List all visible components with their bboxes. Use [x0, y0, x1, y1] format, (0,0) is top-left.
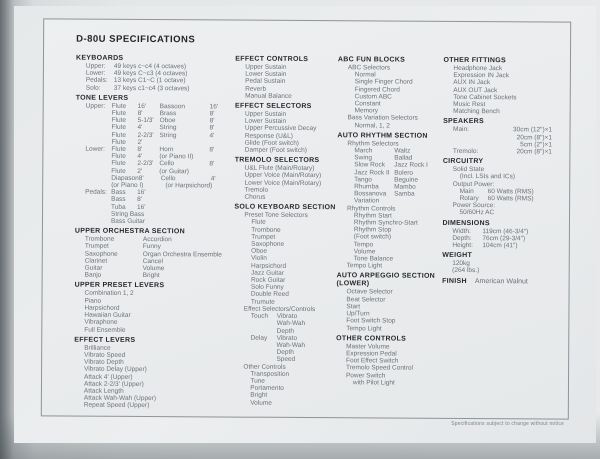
spec-cell: Flute [111, 102, 127, 110]
spec-cell: (Incl. LSIs and ICs) [459, 173, 516, 181]
spec-cell: Width: [452, 227, 471, 235]
spec-cell: Waltz [394, 147, 411, 155]
spec-cell: Beat Selector [346, 295, 386, 304]
spec-cell: Harpsichord [251, 262, 287, 270]
spec-cell: Tremolo [244, 186, 269, 194]
spec-cell: Manual Balance [245, 92, 292, 100]
section-heading: EFFECT LEVERS [74, 336, 136, 344]
spec-cell: Bossanova [354, 190, 387, 198]
spec-cell: Vibrato Speed [84, 351, 126, 359]
spec-cell: Foot Effect Switch [346, 357, 399, 365]
spec-cell: 16' [209, 103, 219, 111]
spec-cell: Trumpet [84, 243, 109, 251]
spec-line [234, 194, 337, 202]
spec-cell: 60 Watts (RMS) [487, 187, 534, 196]
spec-cell: Wah-Wah [276, 341, 306, 349]
spec-cell: Rhythm Start [353, 212, 392, 220]
spec-box [41, 18, 571, 419]
spec-cell: Music Rest [453, 100, 486, 109]
spec-section [442, 219, 561, 249]
spec-cell: Tempo Light [346, 262, 383, 270]
spec-cell: Flute [111, 145, 126, 153]
spec-cell: Pedals: [85, 188, 107, 197]
spec-cell: 8' [137, 196, 142, 204]
spec-line [74, 326, 233, 334]
spec-cell: Rhythm Stop [353, 226, 392, 234]
spec-cell: Diapason [111, 174, 139, 182]
spec-cell: Vibrato [276, 334, 298, 342]
section-heading: FINISH American Walnut [442, 277, 528, 286]
spec-section [336, 273, 442, 333]
spec-cell: Flute [251, 219, 266, 227]
spec-cell: String Bass [111, 210, 145, 218]
section-heading: DIMENSIONS [442, 219, 490, 227]
spec-column-1 [74, 53, 236, 413]
section-heading: KEYBOARDS [75, 54, 124, 62]
spec-cell: 5-1/3' [137, 117, 154, 125]
spec-cell: Brilliance [84, 344, 111, 352]
spec-cell: String [159, 124, 177, 132]
spec-cell: 2-2/3' [137, 131, 154, 139]
spec-cell: (Foot switch) [353, 233, 392, 241]
spec-cell: Memory [354, 107, 379, 115]
spec-cell: 8' [209, 124, 215, 132]
spec-cell: Upper Voice (Main/Rotary) [244, 172, 322, 180]
section-heading: EFFECT SELECTORS [235, 102, 312, 111]
spec-cell: Headphone Jack [453, 64, 503, 73]
spec-cell: 8' [209, 110, 215, 118]
spec-cell: 76cm (29-3/4") [482, 234, 526, 243]
spec-cell: 2' [137, 167, 143, 175]
spec-cell: Saxophone [84, 250, 118, 258]
spec-cell: Tempo [353, 240, 374, 249]
spec-cell: 5cm (2")×1 [520, 141, 552, 149]
section-heading: UPPER PRESET LEVERS [74, 282, 165, 290]
section-heading: CIRCUITRY [442, 158, 484, 166]
spec-cell: Bassoon [159, 102, 186, 111]
spec-cell: (or Harpsichord) [165, 182, 213, 190]
spec-cell: Flute [111, 124, 127, 132]
spec-cell: Trumpet [251, 233, 276, 241]
spec-cell: Flute [111, 117, 127, 125]
spec-cell: Solo: [85, 84, 101, 92]
spec-cell: Vibraphone [84, 318, 118, 327]
spec-cell: Vibrato Depth [84, 358, 124, 366]
spec-cell: Clarinet [84, 257, 108, 265]
spec-line [443, 108, 562, 116]
section-heading: EFFECT CONTROLS [235, 55, 309, 64]
spec-cell: Custom ABC [354, 93, 392, 101]
spec-cell: Trumute [250, 298, 275, 306]
spec-cell: Attack Length [83, 387, 124, 395]
section-heading: SOLO KEYBOARD SECTION [234, 203, 336, 212]
spec-section [443, 158, 562, 217]
spec-column-4 [442, 55, 562, 289]
spec-cell: 16' [137, 189, 146, 197]
spec-cell: 119cm (46-3/4") [482, 227, 529, 236]
spec-cell: Lower Sustain [245, 70, 287, 79]
spec-cell: 20cm (8")×1 [516, 133, 553, 142]
spec-cell: Foot Switch Stop [346, 317, 396, 325]
spec-cell: Jazz Rock II [354, 168, 390, 177]
spec-cell: Bright [142, 272, 160, 280]
spec-cell: Oboe [251, 247, 268, 256]
spec-cell: Organ Orchestra Ensemble [142, 250, 222, 259]
spec-cell: Upper Percussive Decay [244, 125, 317, 133]
spec-cell: Pedals: [85, 77, 108, 85]
spec-cell: Main: [453, 126, 469, 134]
spec-section [336, 335, 442, 387]
spec-cell: Fingered Chord [354, 85, 400, 94]
spec-cell: (264 lbs.) [452, 267, 480, 275]
spec-cell: (or Piano I) [111, 181, 144, 190]
spec-line [76, 84, 235, 92]
spec-line [235, 147, 338, 155]
spec-cell: U&L Flute (Main/Rotary) [244, 164, 315, 173]
spec-cell: Tempo Light [346, 324, 382, 332]
spec-cell: AUX OUT Jack [453, 86, 498, 94]
spec-cell: Banjo [84, 271, 102, 280]
spec-cell: 16' [137, 102, 147, 110]
spec-cell: Trombone [251, 226, 281, 234]
spec-section [443, 118, 562, 156]
spec-column-3 [336, 54, 444, 390]
spec-cell: Double Reed [250, 291, 289, 299]
spec-cell: Start [346, 303, 361, 311]
section-heading: AUTO RHYTHM SECTION [337, 132, 428, 140]
spec-line [442, 242, 561, 250]
spec-cell: Depth [276, 348, 294, 357]
spec-cell: Jazz Guitar [250, 269, 284, 277]
spec-cell: Bass Variation Selectors [347, 114, 418, 123]
spec-section [235, 56, 338, 101]
spec-cell: Beguine [394, 176, 419, 184]
spec-cell: Lower Sustain [244, 117, 287, 126]
spec-cell: 4' [137, 124, 143, 132]
spec-cell: 49 keys c~c4 (4 octaves) [113, 62, 187, 71]
spec-cell: Lower Voice (Main/Rotary) [244, 179, 322, 187]
spec-cell: Attack 4' (Upper) [84, 373, 133, 381]
spec-cell: Effect Selectors/Controls [243, 305, 316, 313]
spec-section [234, 157, 337, 202]
spec-line [337, 262, 443, 270]
section-heading: AUTO ARPEGGIO SECTION (LOWER) [336, 272, 436, 288]
section-heading: TONE LEVERS [75, 94, 129, 102]
spec-section [74, 282, 234, 334]
spec-cell: Tango [354, 176, 372, 184]
spec-cell: Height: [452, 241, 473, 250]
spec-cell: Guitar [84, 264, 103, 272]
spec-cell: Delay [250, 334, 268, 342]
spec-cell: AUX IN Jack [453, 79, 491, 87]
spec-cell: Jazz Rock I [394, 161, 428, 170]
spec-cell: ABC Selectors [347, 64, 391, 72]
spec-cell: Vibrato Delay (Upper) [84, 365, 147, 374]
spec-cell: Reverb [245, 85, 267, 93]
spec-cell: Harpsichord [84, 304, 120, 312]
spec-cell: 8' [209, 146, 215, 154]
spec-cell: Upper: [85, 62, 106, 70]
spec-cell: Depth [276, 327, 295, 335]
spec-cell: Main [459, 187, 474, 195]
spec-cell: Swing [354, 154, 373, 162]
spec-cell: 4' [210, 175, 216, 183]
spec-cell: Single Finger Chord [354, 78, 413, 87]
spec-cell: Chorus [244, 193, 266, 201]
spec-cell: Volume [142, 265, 165, 273]
spec-cell: Octave Selector [346, 288, 393, 297]
spec-cell: Ballad [394, 154, 413, 162]
spec-line [338, 115, 444, 123]
section-heading: ABC FUN BLOCKS [337, 56, 406, 64]
spec-cell: Flute [111, 153, 126, 161]
spec-cell: Solid State [452, 166, 485, 174]
spec-section [442, 252, 561, 275]
spec-line [336, 325, 442, 333]
spec-cell: Samba [394, 190, 415, 198]
spec-cell: Violin [251, 255, 267, 263]
spec-cell: 50/60Hz AC [459, 209, 495, 217]
spec-cell: Expression IN Jack [453, 72, 510, 80]
spec-cell: (or Piano II) [159, 153, 194, 161]
spec-cell: Tuba [111, 203, 126, 211]
spec-line [443, 148, 562, 156]
spec-section [443, 57, 562, 116]
spec-cell: Volume [250, 399, 272, 407]
spec-cell: Vibrato [276, 312, 298, 321]
spec-cell: Bass [111, 196, 126, 204]
spec-cell: Flute [111, 138, 126, 146]
spec-cell: Bass [111, 189, 126, 197]
spec-cell: Tone Cabinet Sockets [453, 93, 517, 102]
spec-line [75, 218, 234, 226]
spec-line [443, 209, 562, 217]
spec-cell: Attack Wah-Wah (Upper) [83, 394, 157, 403]
spec-section [75, 94, 235, 225]
spec-cell: Attack 2-2/3' (Upper) [83, 380, 144, 388]
spec-cell: 120kg [452, 260, 470, 268]
spec-cell: 60 Watts (RMS) [487, 195, 534, 203]
spec-cell: Response (U&L) [244, 132, 293, 140]
spec-line [235, 92, 338, 100]
spec-cell: Wah-Wah [276, 320, 306, 328]
spec-cell: 20cm (8")×1 [516, 148, 552, 156]
spec-cell: 13 keys C1~C (1 octave) [113, 77, 186, 85]
spec-cell: 8' [209, 117, 215, 125]
spec-cell: Touch [250, 312, 269, 320]
section-heading: TREMOLO SELECTORS [234, 156, 320, 165]
spec-line [234, 212, 337, 220]
spec-cell: Rhumba [354, 183, 379, 191]
spec-cell: Bolero [394, 169, 414, 177]
spec-cell: 37 keys c1~c4 (3 octaves) [113, 84, 190, 92]
spec-cell: Master Volume [346, 342, 390, 351]
spec-section [74, 336, 234, 410]
spec-cell: 4' [209, 132, 215, 140]
spec-cell: 8' [137, 146, 143, 154]
spec-cell: Funny [142, 243, 161, 251]
spec-section [442, 278, 561, 287]
spec-cell: Volume [353, 248, 376, 256]
spec-cell: Upper Sustain [245, 63, 287, 71]
spec-cell: Combination 1, 2 [84, 290, 134, 298]
spec-cell: March [354, 147, 373, 155]
spec-cell: Speed [276, 356, 296, 364]
spec-cell: Rock Guitar [250, 276, 286, 284]
spec-cell: Power Source: [452, 202, 496, 210]
spec-cell: Horn [159, 146, 174, 154]
spec-line [442, 267, 561, 275]
spec-cell: Power Switch [345, 371, 386, 380]
spec-section [235, 103, 338, 155]
spec-cell: Normal, 1, 2 [354, 121, 390, 130]
spec-cell: Upper Sustain [244, 110, 287, 118]
spec-cell: Rhythm Synchro-Start [353, 219, 418, 227]
spec-cell: Other Controls [243, 363, 286, 371]
spec-cell: 4' [137, 153, 143, 161]
spec-section [233, 204, 337, 407]
spec-cell: 8' [137, 109, 143, 118]
spec-cell: Variation [354, 197, 380, 205]
spec-cell: 49 keys C~c3 (4 octaves) [113, 70, 188, 78]
spec-cell: Cancel [142, 257, 163, 266]
spec-line [337, 122, 443, 130]
spec-cell: Glide (Foot switch) [244, 139, 300, 147]
section-inline-value: American Walnut [474, 277, 528, 286]
spec-cell: Oboe [159, 117, 176, 125]
spec-cell: Up/Turn [346, 310, 370, 318]
spec-cell: Normal [354, 71, 376, 79]
spec-section [76, 55, 236, 93]
spec-cell: Rotary [459, 194, 479, 203]
spec-cell: Cello [159, 160, 175, 168]
spec-cell: Constant [354, 100, 381, 108]
spec-cell: Damper (Foot switch) [244, 146, 307, 155]
section-heading: SPEAKERS [443, 118, 485, 126]
spec-cell: Output Power: [452, 180, 495, 188]
spec-section [337, 56, 443, 129]
spec-section [75, 228, 235, 280]
spec-cell: Bass Guitar [110, 217, 145, 226]
spec-cell: Flute [111, 160, 126, 168]
spec-cell: Tone Balance [353, 255, 394, 263]
spec-cell: 8' [138, 174, 144, 182]
spec-cell: Cello [160, 174, 176, 183]
spec-cell: Upper: [85, 102, 106, 110]
spec-cell: Saxophone [251, 240, 285, 248]
spec-cell: Flute [111, 167, 126, 175]
spec-cell: Solo Funny [250, 283, 284, 292]
photo-edge-shadow [0, 0, 14, 459]
spec-columns [74, 53, 562, 415]
spec-cell: Tremolo Speed Control [345, 364, 414, 372]
spec-line [233, 399, 336, 407]
section-heading: WEIGHT [442, 252, 473, 260]
spec-section [337, 132, 443, 270]
spec-cell: Bright [250, 391, 268, 400]
spec-cell: Trombone [84, 235, 115, 244]
spec-cell: Depth: [452, 234, 472, 242]
section-heading: OTHER FITTINGS [443, 56, 507, 65]
page-title: D-80U SPECIFICATIONS [76, 33, 196, 46]
spec-cell: 2-2/3' [137, 160, 154, 168]
spec-cell: 104cm (41") [482, 242, 518, 250]
spec-cell: with Pilot Light [352, 379, 395, 387]
spec-cell: 16' [137, 203, 146, 211]
spec-cell: 2' [137, 138, 143, 146]
spec-cell: 8' [209, 160, 215, 168]
spec-cell: Rhythm Controls [346, 204, 396, 213]
spec-cell: Lower: [85, 145, 105, 153]
spec-cell: Flute [111, 131, 126, 139]
spec-cell: Matching Bench [453, 108, 500, 116]
spec-line [75, 272, 234, 280]
spec-cell: Lower: [85, 69, 106, 77]
spec-cell: (or Guitar) [159, 167, 189, 175]
spec-cell: Portamento [250, 384, 284, 392]
spec-cell: Accordion [142, 236, 172, 244]
spec-cell: Repeat Speed (Upper) [83, 401, 150, 410]
spec-cell: String [159, 131, 177, 139]
spec-cell: 30cm (12")×1 [513, 126, 553, 134]
spec-cell: Mambo [394, 183, 416, 191]
spec-cell: Expression Pedal [346, 350, 397, 358]
spec-line [74, 402, 233, 410]
spec-cell: Tune [250, 377, 265, 385]
spec-cell: Brass [159, 110, 177, 118]
spec-cell: Rhythm Selectors [347, 140, 399, 148]
spec-cell: Pedal Sustain [245, 78, 286, 86]
footer-disclaimer: Specifications subject to change without notice [451, 421, 564, 427]
spec-cell: Hawaiian Guitar [84, 311, 131, 320]
spec-cell: Slow Rock [354, 161, 385, 169]
section-heading: UPPER ORCHESTRA SECTION [74, 227, 186, 236]
spec-cell: Transposition [250, 370, 290, 378]
section-heading: OTHER CONTROLS [336, 334, 407, 343]
spec-cell: Preset Tone Selectors [244, 211, 308, 220]
spec-cell: Flute [111, 109, 127, 117]
spec-cell: Piano [84, 297, 102, 305]
spec-cell: Tremolo: [452, 147, 479, 156]
spec-column-2 [233, 54, 338, 410]
spec-line [336, 379, 442, 387]
spec-cell: Full Ensemble [84, 326, 126, 334]
